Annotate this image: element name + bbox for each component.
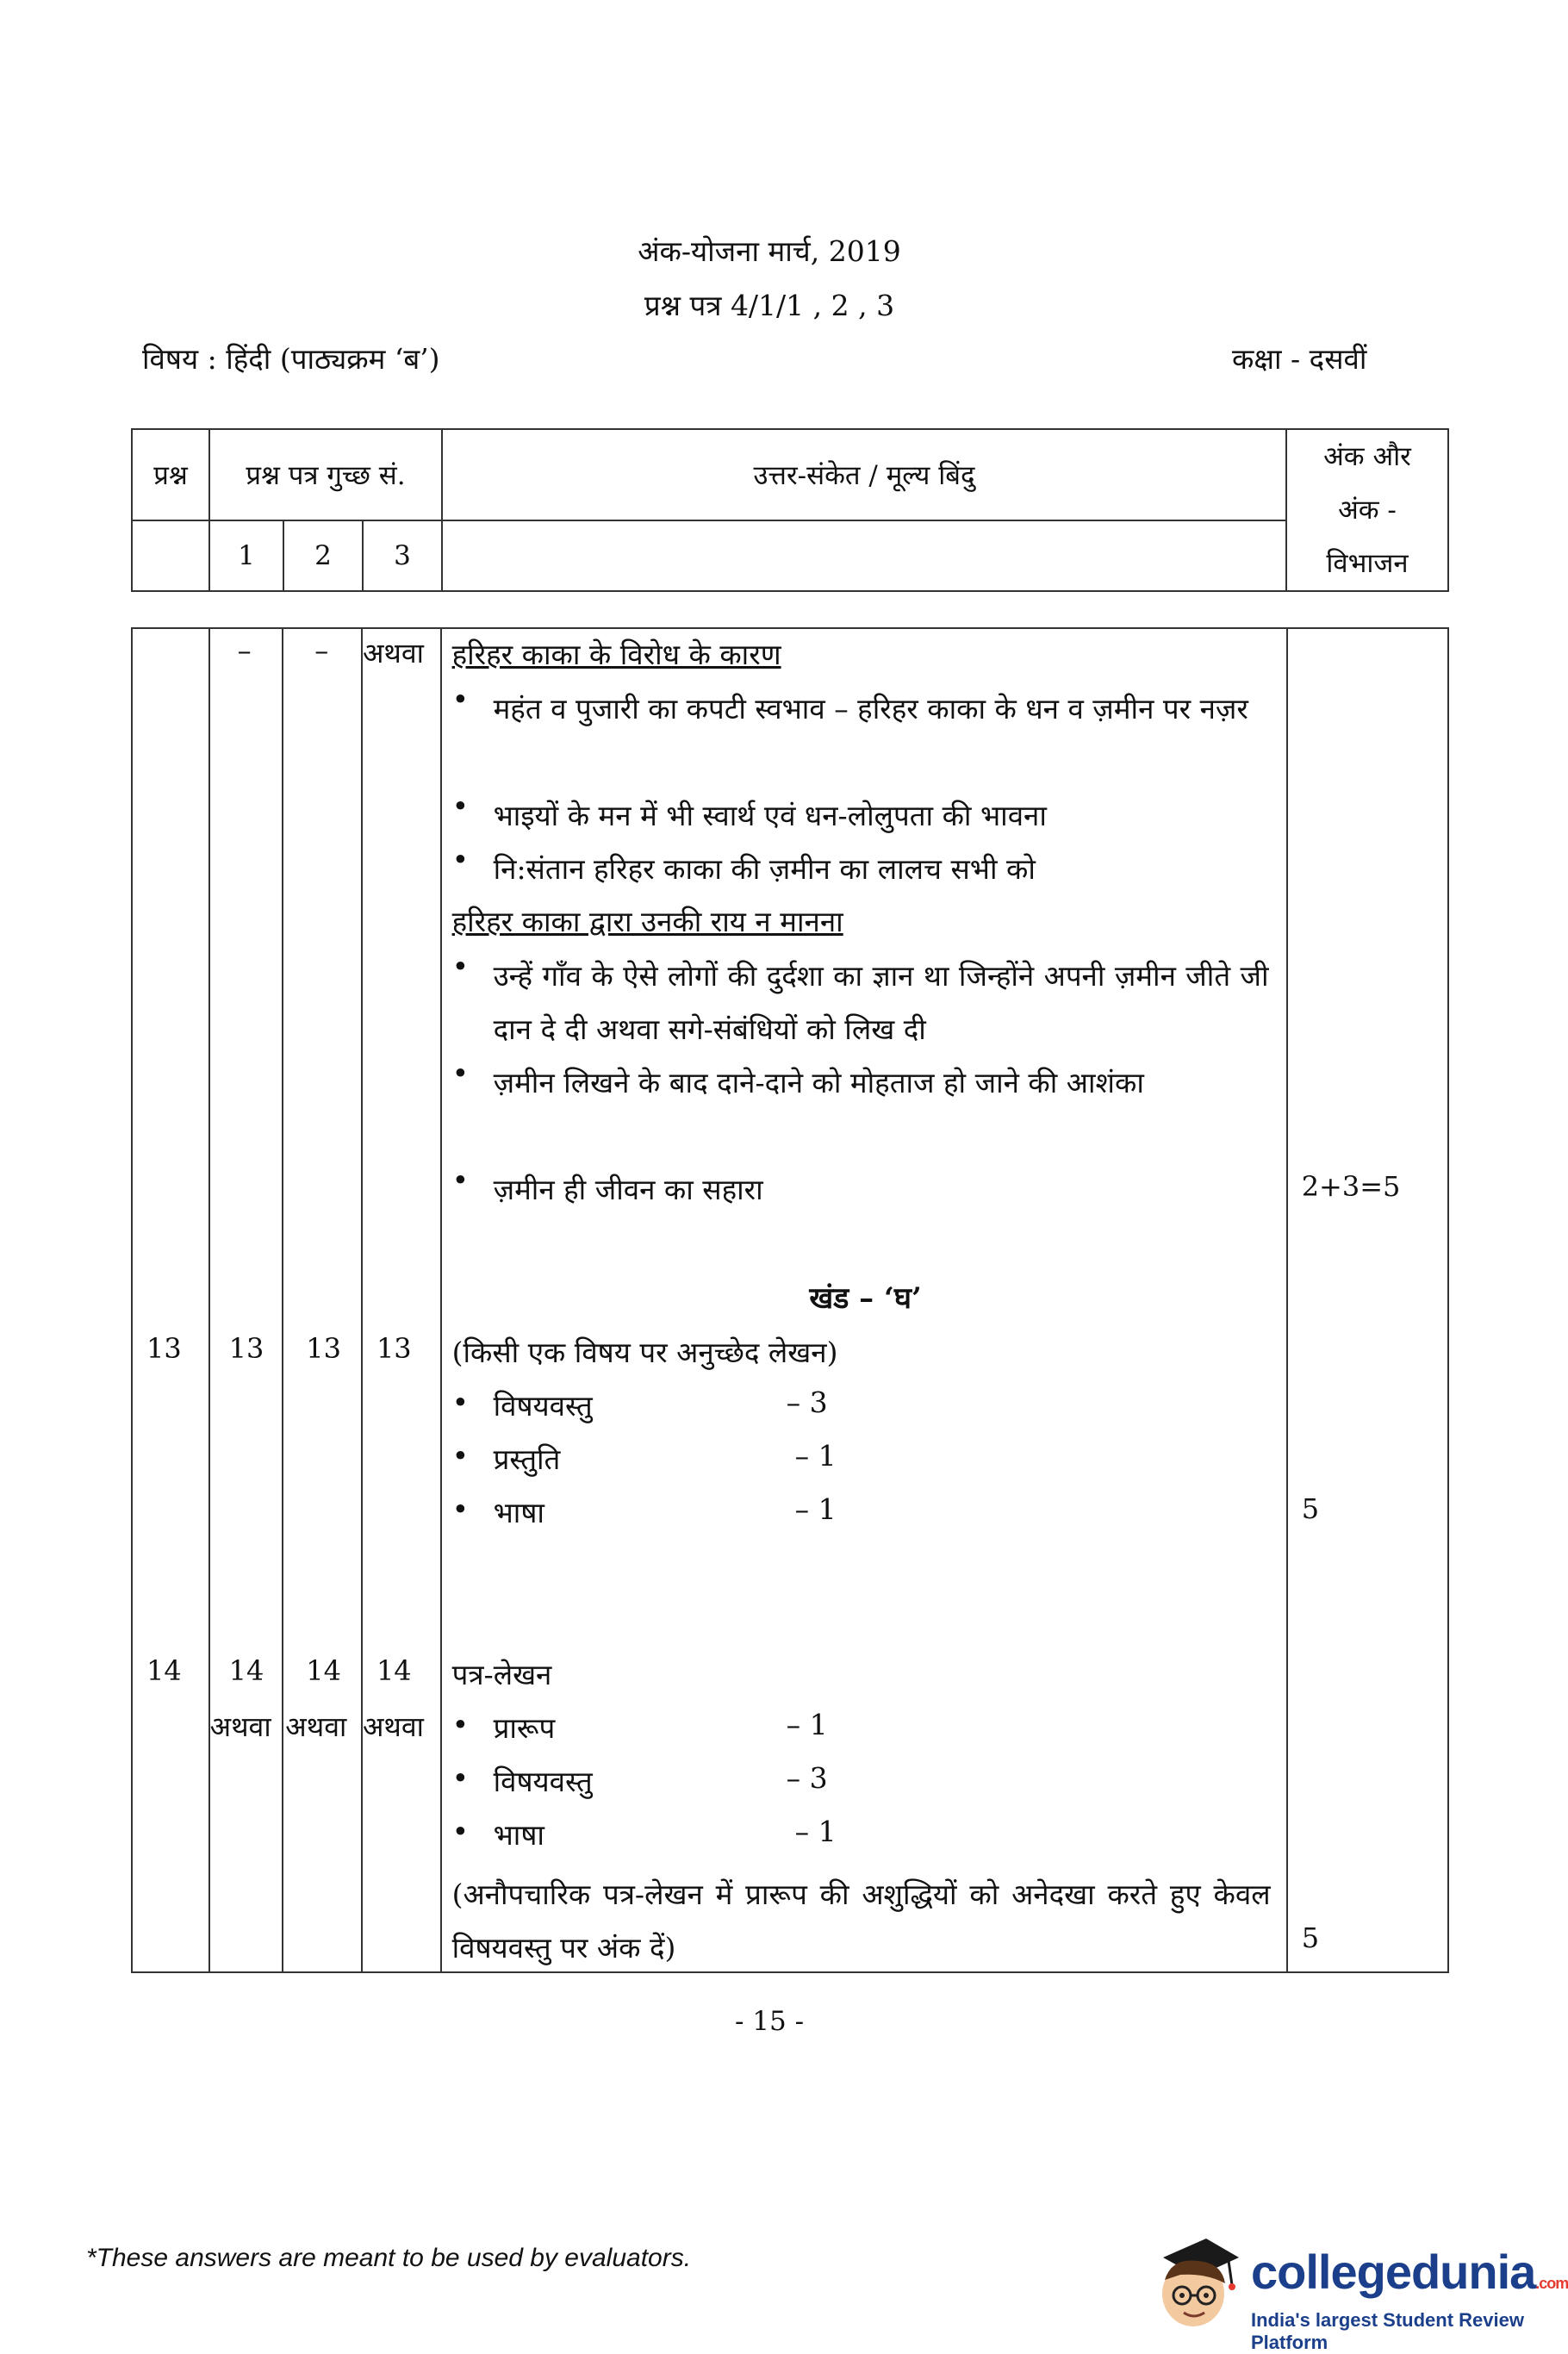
answer-body: [442, 629, 1290, 1973]
q14-set1-athva: अथवा: [209, 1710, 271, 1743]
header-marks: [1286, 429, 1448, 591]
bullet-dot: •: [451, 1163, 470, 1197]
brand-logo: [1251, 2244, 1568, 2300]
col-set-2: [283, 628, 362, 1972]
q14-set3: 14: [376, 1654, 412, 1687]
q14-set1: 14: [228, 1654, 264, 1687]
q14-marks: 5: [1301, 1921, 1320, 1954]
q12-set1-dash: –: [237, 634, 252, 667]
q14-set2-athva: अथवा: [285, 1710, 347, 1743]
q13-intro: (किसी एक विषय पर अनुच्छेद लेखन): [451, 1336, 838, 1369]
q12-set3-athva: अथवा: [362, 637, 424, 669]
q13-item-2-label: प्रस्तुति: [493, 1442, 561, 1476]
bullet-dot: •: [451, 1056, 470, 1090]
q12-bullet-2: भाइयों के मन में भी स्वार्थ एवं धन-लोलुपता की भावना: [493, 799, 1047, 832]
section-heading: खंड – ‘घ’: [809, 1281, 922, 1316]
bullet-dot: •: [451, 682, 470, 716]
class-label: कक्षा - दसवीं: [1232, 342, 1367, 376]
header-set-2: 2: [283, 520, 363, 591]
brand-tagline: India's largest Student Review Platform: [1251, 2309, 1524, 2353]
brand-word: collegedunia: [1251, 2245, 1536, 2299]
q12-bullet-3: नि:संतान हरिहर काका की ज़मीन का लालच सभी को: [493, 852, 1036, 886]
bullet-dot: •: [451, 789, 470, 823]
subject: विषय : हिंदी (पाठ्यक्रम ‘ब’): [142, 342, 440, 376]
brand-domain: .com: [1535, 2275, 1568, 2292]
q14-item-3-mark: – 1: [794, 1815, 837, 1848]
q14-item-2-mark: – 3: [786, 1761, 828, 1795]
q12-bullet-5: ज़मीन लिखने के बाद दाने-दाने को मोहताज हो जाने की आशंका: [493, 1066, 1144, 1099]
bullet-dot: •: [451, 843, 470, 876]
header-set-no: प्रश्न पत्र गुच्छ सं.: [209, 429, 442, 520]
table-header: [131, 428, 1449, 592]
bullet-dot: •: [451, 1439, 470, 1473]
q13-set1: 13: [228, 1332, 264, 1365]
q12-bullet-1: महंत व पुजारी का कपटी स्वभाव – हरिहर काका के धन व ज़मीन पर नज़र: [493, 692, 1248, 726]
col-set-3: [362, 628, 441, 1972]
bullet-dot: •: [451, 1386, 470, 1419]
q14-set3-athva: अथवा: [362, 1710, 424, 1743]
bullet-dot: •: [451, 1492, 470, 1526]
header-answer-blank: [442, 520, 1286, 591]
document-title: अंक-योजना मार्च, 2019: [638, 234, 901, 268]
bullet-dot: •: [451, 1708, 470, 1741]
header-set-1: 1: [209, 520, 283, 591]
header-marks-line1: अंक और: [1323, 441, 1411, 472]
q13-item-1-mark: – 3: [786, 1386, 828, 1419]
answer-table: [131, 627, 1449, 1973]
q13-marks: 5: [1301, 1492, 1320, 1525]
bullet-dot: •: [451, 1761, 470, 1795]
header-marks-line3: विभाजन: [1326, 548, 1409, 579]
q14-intro: पत्र-लेखन: [451, 1658, 552, 1691]
col-set-1: [209, 628, 283, 1972]
q12-heading-2: हरिहर काका द्वारा उनकी राय न मानना: [451, 905, 843, 938]
q14-item-1-label: प्रारूप: [493, 1711, 556, 1745]
bullet-dot: •: [451, 950, 470, 983]
q13-set3: 13: [376, 1332, 412, 1365]
header-answer: उत्तर-संकेत / मूल्य बिंदु: [442, 429, 1286, 520]
q13-item-3-label: भाषा: [493, 1496, 544, 1529]
q12-heading-1: हरिहर काका के विरोध के कारण: [451, 638, 781, 671]
student-mascot-icon: [1146, 2232, 1241, 2335]
q13-number: 13: [146, 1332, 182, 1365]
header-question: प्रश्न: [132, 429, 209, 520]
q14-item-1-mark: – 1: [786, 1708, 828, 1741]
col-question: [132, 628, 209, 1972]
footer-note: *These answers are meant to be used by evaluators.: [86, 2244, 692, 2272]
q14-item-2-label: विषयवस्तु: [493, 1765, 593, 1798]
bullet-dot: •: [451, 1815, 470, 1848]
col-answer: [441, 628, 1287, 1972]
q13-item-1-label: विषयवस्तु: [493, 1389, 593, 1423]
q12-marks: 2+3=5: [1301, 1170, 1401, 1203]
q14-item-3-label: भाषा: [493, 1818, 544, 1852]
q14-note: (अनौपचारिक पत्र-लेखन में प्रारूप की अशुद्धियों को अनेदखा करते हुए केवल विषयवस्तु पर अंक दें): [451, 1878, 1271, 1965]
q12-bullet-6: ज़मीन ही जीवन का सहारा: [493, 1173, 763, 1206]
q14-number: 14: [146, 1654, 182, 1687]
q13-set2: 13: [306, 1332, 342, 1365]
col-marks: [1287, 628, 1448, 1972]
paper-code: प्रश्न पत्र 4/1/1 , 2 , 3: [644, 289, 895, 322]
header-marks-line2: अंक -: [1338, 495, 1397, 526]
header-blank: [132, 520, 209, 591]
header-set-3: 3: [363, 520, 442, 591]
q13-item-3-mark: – 1: [794, 1492, 837, 1526]
q12-set2-dash: –: [314, 634, 329, 667]
q14-set2: 14: [306, 1654, 342, 1687]
page-number: - 15 -: [734, 2006, 805, 2037]
q13-item-2-mark: – 1: [794, 1439, 837, 1473]
q12-bullet-4: उन्हें गाँव के ऐसे लोगों की दुर्दशा का ज्ञान था जिन्होंने अपनी ज़मीन जीते जी दान दे दी अथवा सगे-संबंधियों को लिख दी: [493, 959, 1269, 1046]
